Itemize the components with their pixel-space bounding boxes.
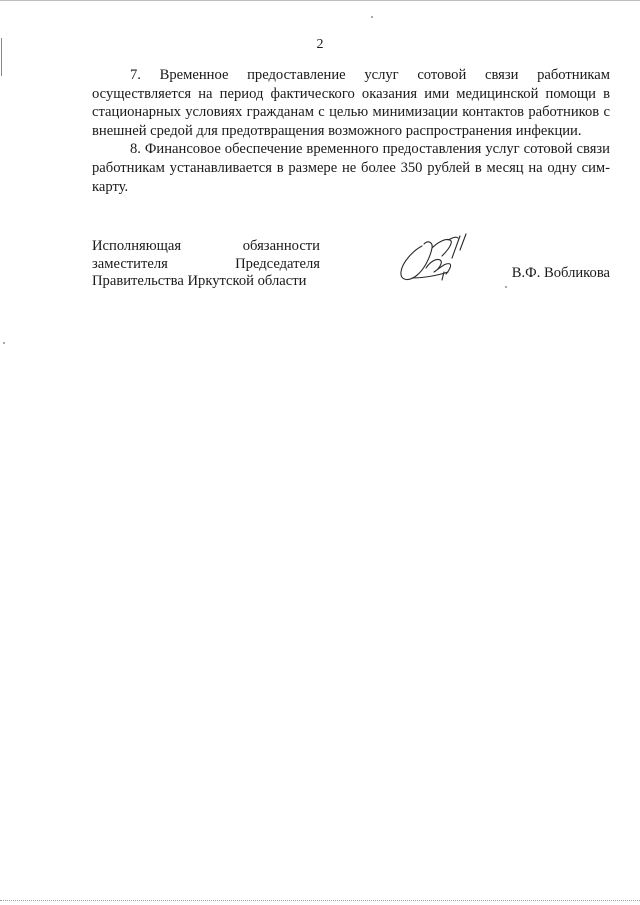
scan-speck (3, 342, 5, 344)
signatory-title-line-1 (92, 238, 320, 256)
signatory-title (92, 238, 320, 291)
paragraph-8: 8. Финансовое обеспечение временного предоставления услуг сотовой связи работникам устанавливается в размере не более 350 рублей в месяц на одну сим-карту. (92, 141, 610, 195)
scan-speck (371, 16, 373, 18)
handwritten-signature (392, 228, 488, 292)
signatory-title-word: Председателя (235, 255, 320, 272)
scan-edge-top (0, 0, 640, 1)
signatory-title-line-2 (92, 256, 320, 274)
page-number: 2 (316, 37, 324, 52)
signatory-title-line-3: Правительства Иркутской области (92, 273, 307, 289)
scan-edge-bottom (0, 900, 640, 902)
signature-block (92, 238, 610, 298)
signatory-title-word: Исполняющая (92, 238, 182, 254)
paragraph-7: 7. Временное предоставление услуг сотовой связи работникам осуществляется на период фактического оказания ими медицинской помощи в стационарных условиях гражданам с целью минимизации контактов работников с внешней средой для предотвращения возможного распространения инфекции. (92, 67, 610, 139)
signatory-title-word: обязанности (242, 238, 320, 254)
document-body (92, 66, 610, 196)
signatory-title-word: заместителя (92, 255, 168, 272)
signatory-name: В.Ф. Вобликова (511, 265, 610, 281)
